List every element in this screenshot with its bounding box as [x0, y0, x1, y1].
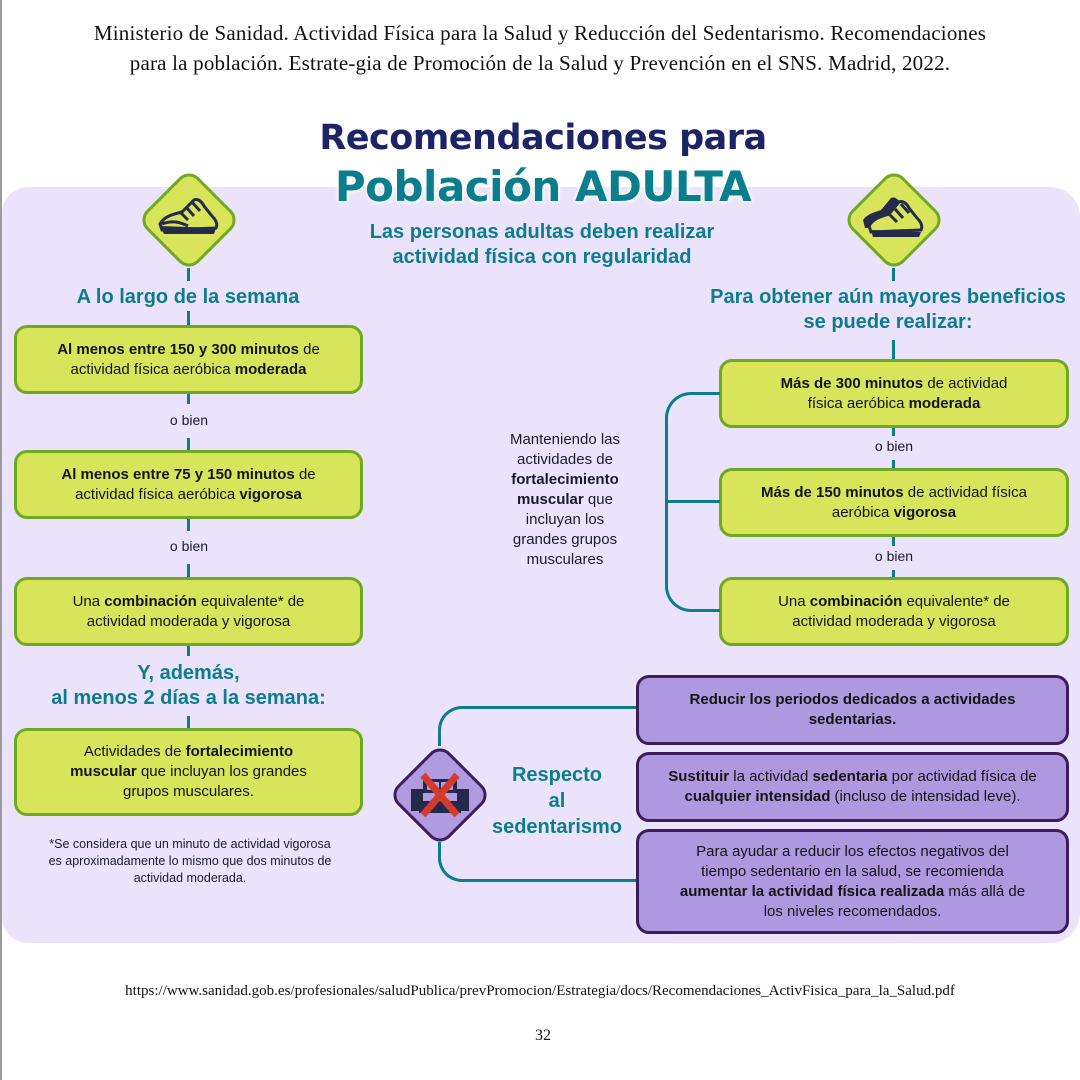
or-separator: o bien — [169, 538, 209, 554]
connector-line — [892, 460, 895, 468]
sedentary-heading — [482, 762, 632, 840]
page-number: 32 — [535, 1027, 551, 1044]
connector-line — [187, 716, 190, 728]
connector-line — [187, 646, 190, 656]
infographic-title-emphasis: Población ADULTA — [334, 162, 752, 211]
footnote-line-3: actividad moderada. — [133, 871, 247, 885]
note-line: musculares — [526, 551, 604, 568]
connector-line — [892, 340, 895, 359]
note-line: actividades de — [517, 451, 613, 468]
footnote-line-1: *Se considera que un minuto de actividad vigorosa — [49, 837, 331, 851]
sedentary-heading-line-3: sedentarismo — [491, 816, 623, 838]
bracket-middle-line — [665, 500, 720, 503]
connector-line — [187, 519, 190, 531]
connector-line — [187, 311, 190, 325]
note-line: incluyan los — [525, 511, 605, 528]
replace-sedentary-box: Sustituir la actividad sedentaria por actividad física de cualquier intensidad (incluso de intensidad leve). — [636, 752, 1069, 822]
connector-line — [187, 438, 190, 450]
citation-line-1: Ministerio de Sanidad. Actividad Física para la Salud y Reducción del Sedentarismo. Recomendaciones — [93, 21, 987, 45]
strength-box: Actividades de fortalecimiento muscular que incluyan los grandes grupos musculares. — [14, 728, 363, 816]
sedentary-heading-line-2: al — [548, 790, 566, 812]
double-sneaker-icon — [859, 190, 929, 246]
moderate-activity-box: Al menos entre 150 y 300 minutos de actividad física aeróbica moderada — [14, 325, 363, 394]
footnote-line-2: es aproximadamente lo mismo que dos minutos de — [48, 854, 332, 868]
double-sneaker-badge — [842, 168, 946, 272]
sedentary-heading-line-1: Respecto — [511, 764, 603, 786]
or-separator: o bien — [169, 412, 209, 428]
reduce-sedentary-box: Reducir los periodos dedicados a actividades sedentarias. — [636, 675, 1069, 745]
strength-heading-line-1: Y, además, — [137, 662, 240, 684]
extra-benefits-heading-line-1: Para obtener aún mayores beneficios — [710, 286, 1066, 308]
more-moderate-box: Más de 300 minutos de actividad física aeróbica moderada — [719, 359, 1069, 428]
citation-line-2: para la población. Estrate-gia de Promoción de la Salud y Prevención en el SNS. Madrid, 2022. — [129, 51, 951, 75]
strength-heading-line-2: al menos 2 días a la semana: — [51, 687, 326, 709]
note-bold: muscular — [517, 491, 584, 508]
sedentary-bottom-connector — [438, 842, 638, 882]
weekly-heading: A lo largo de la semana — [76, 286, 300, 308]
extra-benefits-heading-line-2: se puede realizar: — [803, 311, 973, 333]
extra-benefits-heading — [690, 285, 1080, 335]
footnote — [20, 836, 360, 887]
note-line: Manteniendo las — [509, 431, 621, 448]
vigorous-activity-box: Al menos entre 75 y 150 minutos de actividad física aeróbica vigorosa — [14, 450, 363, 519]
sneaker-badge — [137, 168, 241, 272]
strength-heading — [14, 661, 363, 711]
connector-line — [187, 564, 190, 577]
increase-activity-box: Para ayudar a reducir los efectos negativos del tiempo sedentario en la salud, se recomienda aumentar la actividad física realizada más allá de los niveles recomendados. — [636, 829, 1069, 934]
subtitle-line-1: Las personas adultas deben realizar — [369, 221, 715, 243]
combination-activity-box: Una combinación equivalente* de actividad moderada y vigorosa — [14, 577, 363, 646]
connector-line — [187, 394, 190, 404]
connector-line — [892, 428, 895, 436]
infographic-subtitle — [300, 220, 784, 270]
or-separator: o bien — [874, 548, 914, 564]
sneaker-icon — [154, 190, 224, 246]
note-bold: fortalecimiento — [511, 471, 619, 488]
source-url[interactable]: https://www.sanidad.gob.es/profesionales/saludPublica/prevPromocion/Estrategia/docs/Recomendaciones_ActivFisica_para_la_Salud.pdf — [125, 983, 955, 999]
more-vigorous-box: Más de 150 minutos de actividad física aeróbica vigorosa — [719, 468, 1069, 537]
subtitle-line-2: actividad física con regularidad — [392, 246, 692, 268]
connector-line — [892, 268, 895, 281]
note-line: que — [583, 491, 613, 508]
note-line: grandes grupos — [512, 531, 618, 548]
connector-line — [187, 268, 190, 281]
crossed-armchair-icon — [405, 765, 475, 825]
connector-line — [892, 537, 895, 546]
sedentary-top-connector — [438, 706, 638, 746]
maintain-strength-note — [504, 430, 626, 570]
sedentary-badge — [388, 743, 492, 847]
citation — [10, 18, 1070, 78]
more-combination-box: Una combinación equivalente* de actividad moderada y vigorosa — [719, 577, 1069, 646]
infographic-title: Recomendaciones para — [319, 118, 767, 158]
or-separator: o bien — [874, 438, 914, 454]
